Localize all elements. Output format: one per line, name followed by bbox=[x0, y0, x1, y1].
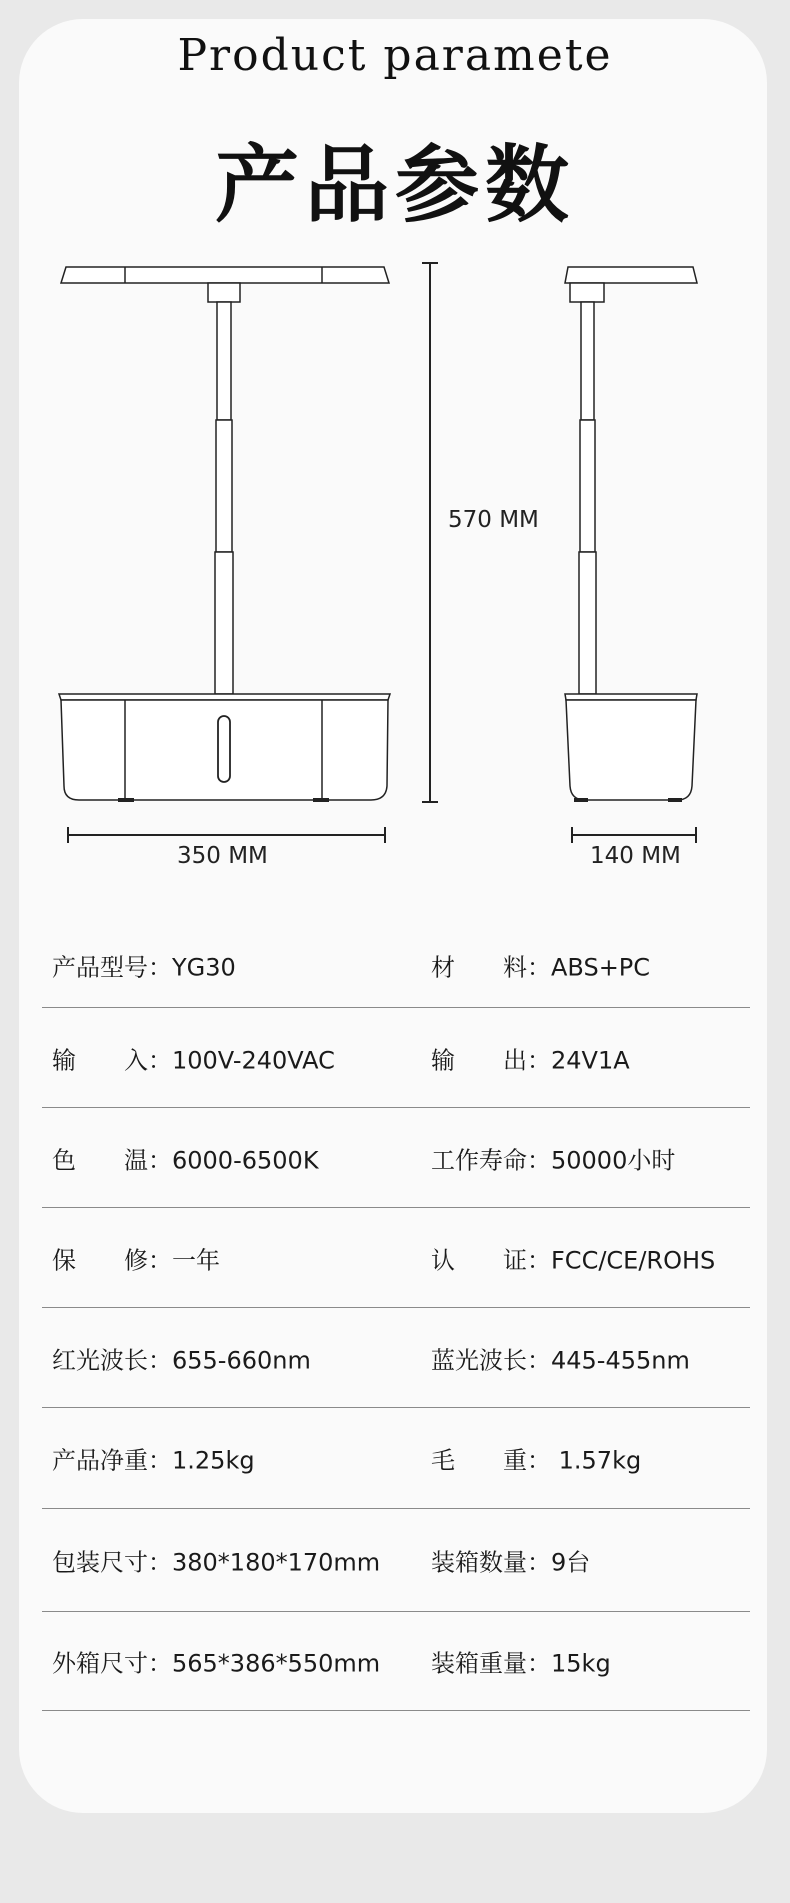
spec-value: 1.57kg bbox=[551, 1446, 642, 1475]
spec-label: 工作寿命： bbox=[431, 1146, 551, 1174]
spec-value: 24V1A bbox=[551, 1046, 630, 1074]
spec-cell-blue-wavelength bbox=[431, 1340, 690, 1375]
spec-row bbox=[42, 922, 750, 1008]
spec-label: 包装尺寸： bbox=[52, 1548, 172, 1577]
spec-label: 装箱重量： bbox=[431, 1649, 551, 1678]
spec-label: 装箱数量： bbox=[431, 1548, 551, 1577]
spec-value: 50000小时 bbox=[551, 1146, 676, 1174]
spec-label: 产品净重： bbox=[52, 1446, 172, 1475]
spec-label: 材 料： bbox=[431, 953, 551, 981]
spec-cell-carton-weight bbox=[431, 1644, 611, 1679]
front-view-illustration bbox=[59, 267, 390, 800]
spec-label: 蓝光波长： bbox=[431, 1346, 551, 1374]
spec-value: 655-660nm bbox=[172, 1346, 311, 1374]
spec-cell-warranty bbox=[52, 1240, 220, 1275]
spec-row bbox=[42, 1308, 750, 1408]
side-width-dimension-label: 140 MM bbox=[590, 843, 681, 869]
spec-cell-carton-quantity bbox=[431, 1543, 590, 1578]
height-dimension-line bbox=[422, 263, 438, 802]
spec-cell-carton-size bbox=[52, 1644, 380, 1679]
spec-cell-input bbox=[52, 1040, 335, 1075]
spec-label: 色 温： bbox=[52, 1146, 172, 1174]
spec-value: 一年 bbox=[172, 1246, 220, 1274]
spec-value: FCC/CE/ROHS bbox=[551, 1246, 716, 1274]
spec-label: 毛 重： bbox=[431, 1446, 551, 1475]
spec-label: 输 出： bbox=[431, 1046, 551, 1074]
spec-value: 1.25kg bbox=[172, 1446, 255, 1475]
spec-row bbox=[42, 1208, 750, 1308]
spec-label: 输 入： bbox=[52, 1046, 172, 1074]
spec-cell-package-size bbox=[52, 1543, 380, 1578]
height-dimension-label: 570 MM bbox=[448, 507, 539, 533]
spec-cell-net-weight bbox=[52, 1441, 255, 1476]
spec-row bbox=[42, 1408, 750, 1509]
spec-label: 保 修： bbox=[52, 1246, 172, 1274]
spec-value: ABS+PC bbox=[551, 953, 651, 981]
spec-cell-lifespan bbox=[431, 1140, 675, 1175]
spec-label: 产品型号： bbox=[52, 953, 172, 981]
title-chinese: 产品参数 bbox=[214, 136, 575, 234]
spec-value: 380*180*170mm bbox=[172, 1548, 381, 1577]
spec-row bbox=[42, 1612, 750, 1711]
spec-value: 9台 bbox=[551, 1548, 591, 1577]
spec-cell-material bbox=[431, 947, 650, 982]
spec-label: 认 证： bbox=[431, 1246, 551, 1274]
spec-value: 15kg bbox=[551, 1649, 611, 1678]
front-width-dimension-line bbox=[68, 827, 385, 843]
spec-row bbox=[42, 1008, 750, 1108]
spec-label: 外箱尺寸： bbox=[52, 1649, 172, 1678]
side-view-illustration bbox=[565, 267, 697, 800]
spec-cell-certification bbox=[431, 1240, 715, 1275]
spec-table bbox=[42, 922, 750, 1711]
spec-row bbox=[42, 1108, 750, 1208]
spec-cell-model bbox=[52, 947, 236, 982]
spec-label: 红光波长： bbox=[52, 1346, 172, 1374]
spec-value: 445-455nm bbox=[551, 1346, 690, 1374]
side-width-dimension-line bbox=[572, 827, 696, 843]
front-width-dimension-label: 350 MM bbox=[177, 843, 268, 869]
spec-value: 565*386*550mm bbox=[172, 1649, 381, 1678]
spec-value: 6000-6500K bbox=[172, 1146, 319, 1174]
title-english: Product paramete bbox=[177, 30, 613, 81]
product-dimension-drawing bbox=[0, 250, 790, 890]
spec-cell-gross-weight bbox=[431, 1441, 641, 1476]
spec-value: YG30 bbox=[172, 953, 236, 981]
spec-cell-output bbox=[431, 1040, 630, 1075]
spec-cell-red-wavelength bbox=[52, 1340, 311, 1375]
spec-value: 100V-240VAC bbox=[172, 1046, 335, 1074]
spec-row bbox=[42, 1509, 750, 1612]
spec-cell-color-temp bbox=[52, 1140, 319, 1175]
